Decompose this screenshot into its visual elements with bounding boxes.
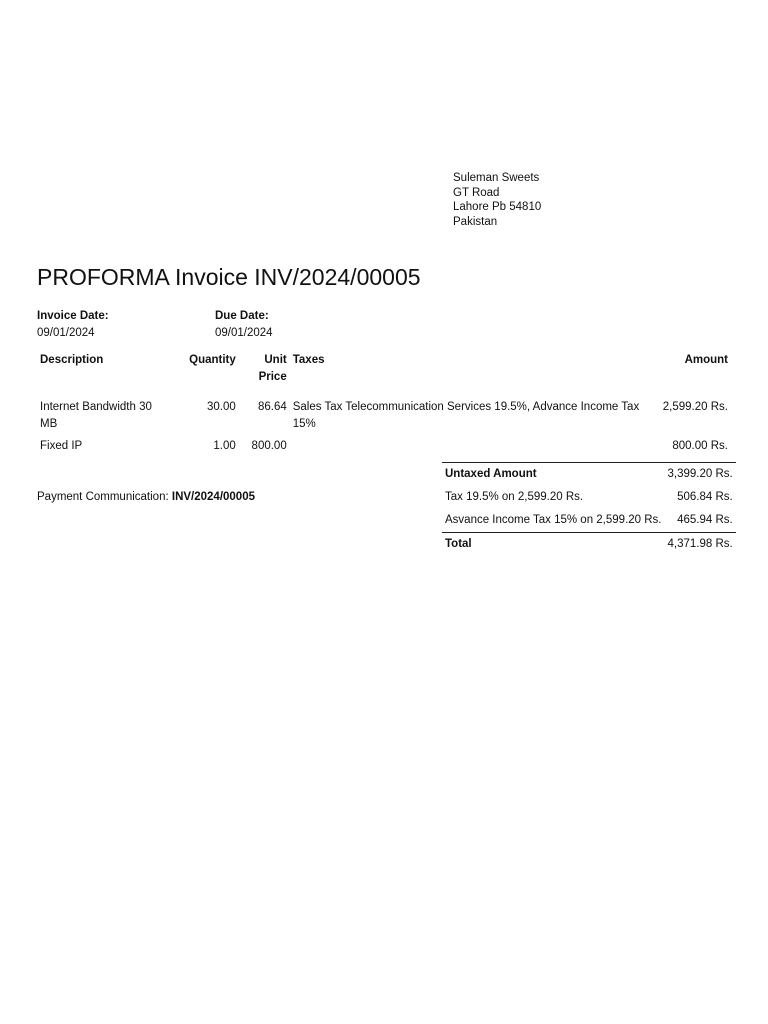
header-taxes: Taxes xyxy=(292,354,325,366)
customer-name: Suleman Sweets xyxy=(453,172,540,184)
invoice-date-label: Invoice Date: xyxy=(37,310,109,322)
due-date-value: 09/01/2024 xyxy=(215,327,273,339)
invoice-lines-table xyxy=(37,352,731,460)
invoice-date-value: 09/01/2024 xyxy=(37,327,95,339)
header-amount: Amount xyxy=(684,354,728,366)
untaxed-row xyxy=(442,463,736,487)
tax2-value: 465.94 Rs. xyxy=(677,514,733,526)
invoice-date-block xyxy=(37,308,109,342)
payment-communication xyxy=(37,491,255,503)
row-quantity: 30.00 xyxy=(206,401,236,413)
totals-table xyxy=(442,462,736,556)
due-date-label: Due Date: xyxy=(215,310,269,322)
tax1-label: Tax 19.5% on 2,599.20 Rs. xyxy=(445,491,584,503)
row-amount: 800.00 Rs. xyxy=(672,440,728,452)
tax2-row xyxy=(442,509,736,533)
tax1-value: 506.84 Rs. xyxy=(677,491,733,503)
customer-address xyxy=(453,171,541,229)
header-quantity: Quantity xyxy=(189,354,236,366)
payment-reference: INV/2024/00005 xyxy=(171,491,255,503)
row-unit-price: 800.00 xyxy=(251,440,287,452)
untaxed-value: 3,399.20 Rs. xyxy=(665,463,736,487)
row-quantity: 1.00 xyxy=(213,440,236,452)
address-line-2: Lahore Pb 54810 xyxy=(453,201,542,213)
invoice-dates xyxy=(37,308,437,348)
total-label: Total xyxy=(442,533,665,557)
row-description: Fixed IP xyxy=(40,440,83,452)
total-value: 4,371.98 Rs. xyxy=(665,533,736,557)
row-description: Internet Bandwidth 30 MB xyxy=(40,401,152,430)
invoice-title: PROFORMA Invoice INV/2024/00005 xyxy=(37,264,421,290)
due-date-block xyxy=(215,308,273,342)
total-row xyxy=(442,533,736,557)
payment-label: Payment Communication: xyxy=(37,491,169,503)
tax2-label: Asvance Income Tax 15% on 2,599.20 Rs. xyxy=(445,514,662,526)
table-row xyxy=(37,399,731,438)
address-country: Pakistan xyxy=(453,215,498,228)
table-header-row xyxy=(37,352,731,399)
header-unit-price: Unit Price xyxy=(258,354,287,383)
row-taxes: Sales Tax Telecommunication Services 19.5%, Advance Income Tax 15% xyxy=(292,401,640,430)
tax1-row xyxy=(442,486,736,509)
row-amount: 2,599.20 Rs. xyxy=(662,401,728,413)
row-unit-price: 86.64 xyxy=(257,401,287,413)
untaxed-label: Untaxed Amount xyxy=(442,463,665,487)
address-line-1: GT Road xyxy=(453,186,500,199)
row-taxes xyxy=(290,438,655,460)
header-description: Description xyxy=(40,354,104,366)
table-row xyxy=(37,438,731,460)
